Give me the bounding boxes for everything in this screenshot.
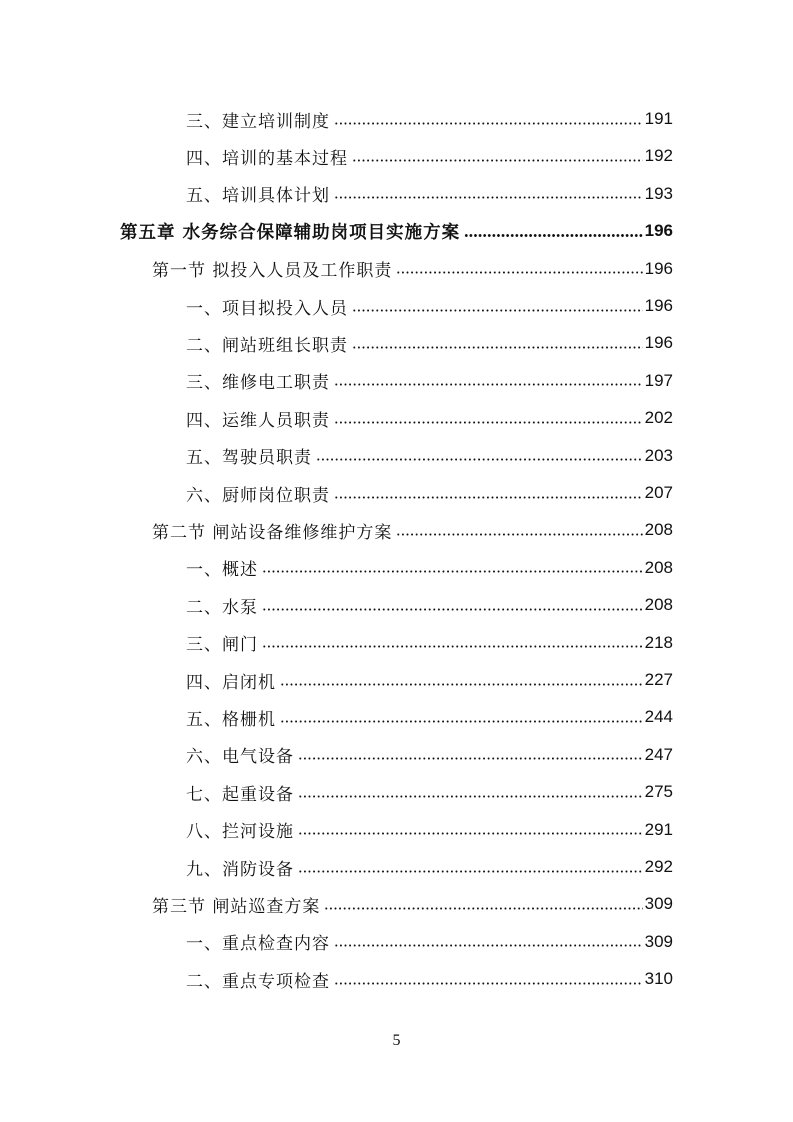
toc-subsection-entry[interactable] — [186, 399, 673, 437]
toc-subsection-entry[interactable] — [186, 474, 673, 512]
toc-entry-page-number: 291 — [644, 819, 673, 839]
toc-entry-title: 三、维修电工职责 — [186, 373, 330, 394]
toc-subsection-entry[interactable] — [186, 175, 673, 213]
toc-entry-title: 三、建立培训制度 — [186, 111, 330, 132]
toc-entry-page-number: 208 — [644, 595, 673, 615]
toc-subsection-entry[interactable] — [186, 324, 673, 362]
toc-subsection-entry[interactable] — [186, 773, 673, 811]
toc-entry-page-number: 309 — [644, 894, 673, 914]
toc-entry-title: 七、起重设备 — [186, 784, 294, 805]
toc-subsection-entry[interactable] — [186, 923, 673, 961]
toc-entry-title: 五、驾驶员职责 — [186, 448, 312, 469]
toc-entry-page-number: 208 — [644, 557, 673, 577]
toc-entry-page-number: 292 — [644, 857, 673, 876]
dot-leader — [334, 383, 643, 386]
toc-subsection-entry[interactable] — [186, 137, 673, 175]
toc-subsection-entry[interactable] — [186, 287, 673, 325]
toc-section-entry[interactable] — [152, 511, 673, 549]
toc-entry-title: 第三节 闸站巡查方案 — [152, 896, 321, 917]
dot-leader — [334, 496, 643, 499]
toc-entry-page-number: 207 — [644, 483, 673, 502]
toc-entry-page-number: 208 — [644, 520, 673, 540]
toc-subsection-entry[interactable] — [186, 362, 673, 400]
toc-entry-page-number: 227 — [644, 670, 673, 689]
dot-leader — [262, 570, 643, 573]
dot-leader — [334, 982, 643, 985]
toc-chapter-entry[interactable] — [120, 212, 673, 250]
toc-entry-title: 四、运维人员职责 — [186, 410, 330, 431]
toc-entry-page-number: 196 — [644, 296, 673, 315]
dot-leader — [298, 832, 643, 835]
dot-leader — [324, 907, 642, 910]
toc-entry-title: 一、重点检查内容 — [186, 934, 330, 955]
dot-leader — [352, 309, 643, 312]
toc-entry-title: 第一节 拟投入人员及工作职责 — [152, 261, 393, 282]
toc-entry-page-number: 197 — [644, 370, 673, 390]
toc-entry-title: 四、启闭机 — [186, 672, 276, 693]
toc-entry-page-number: 218 — [644, 632, 673, 652]
toc-entry-title: 第二节 闸站设备维修维护方案 — [152, 522, 393, 543]
toc-entry-page-number: 191 — [644, 109, 673, 128]
dot-leader — [334, 196, 643, 199]
toc-entry-title: 二、水泵 — [186, 597, 258, 618]
dot-leader — [334, 122, 643, 125]
toc-entry-title: 五、格栅机 — [186, 709, 276, 730]
dot-leader — [298, 795, 643, 798]
toc-entry-title: 二、重点专项检查 — [186, 971, 330, 992]
toc-entry-title: 一、项目拟投入人员 — [186, 298, 348, 319]
toc-subsection-entry[interactable] — [186, 698, 673, 736]
dot-leader — [280, 683, 643, 686]
toc-subsection-entry[interactable] — [186, 661, 673, 699]
toc-entry-title: 六、电气设备 — [186, 747, 294, 768]
toc-entry-page-number: 196 — [644, 258, 673, 278]
dot-leader — [334, 944, 643, 947]
toc-entry-page-number: 193 — [644, 183, 673, 203]
toc-entry-page-number: 275 — [644, 782, 673, 802]
toc-subsection-entry[interactable] — [186, 736, 673, 774]
toc-entry-page-number: 309 — [644, 931, 673, 951]
dot-leader — [352, 159, 643, 162]
toc-entry-title: 八、拦河设施 — [186, 822, 294, 843]
toc-entry-title: 六、厨师岗位职责 — [186, 485, 330, 506]
toc-entry-page-number: 196 — [644, 333, 673, 353]
toc-entry-page-number: 244 — [644, 707, 673, 727]
dot-leader — [396, 533, 642, 536]
toc-entry-page-number: 203 — [644, 445, 673, 465]
toc-subsection-entry[interactable] — [186, 960, 673, 998]
toc-subsection-entry[interactable] — [186, 848, 673, 886]
dot-leader — [298, 757, 643, 760]
dot-leader — [262, 645, 643, 648]
dot-leader — [298, 870, 643, 873]
dot-leader — [352, 346, 643, 349]
toc-subsection-entry[interactable] — [186, 100, 673, 138]
toc-subsection-entry[interactable] — [186, 586, 673, 624]
toc-entry-title: 五、培训具体计划 — [186, 186, 330, 207]
dot-leader — [262, 608, 643, 611]
toc-subsection-entry[interactable] — [186, 437, 673, 475]
toc-entry-title: 九、消防设备 — [186, 859, 294, 880]
toc-subsection-entry[interactable] — [186, 549, 673, 587]
toc-entry-title: 一、概述 — [186, 560, 258, 581]
dot-leader — [396, 271, 642, 274]
toc-subsection-entry[interactable] — [186, 624, 673, 662]
toc-entry-title: 第五章 水务综合保障辅助岗项目实施方案 — [120, 222, 461, 243]
toc-entry-title: 三、闸门 — [186, 635, 258, 656]
toc-section-entry[interactable] — [152, 250, 673, 288]
dot-leader — [464, 234, 643, 237]
toc-entry-title: 四、培训的基本过程 — [186, 148, 348, 169]
toc-entry-page-number: 310 — [644, 969, 673, 989]
toc-entry-title: 二、闸站班组长职责 — [186, 335, 348, 356]
dot-leader — [334, 421, 643, 424]
toc-subsection-entry[interactable] — [186, 811, 673, 849]
dot-leader — [280, 720, 643, 723]
page-number: 5 — [392, 1032, 401, 1049]
toc-entry-page-number: 202 — [644, 408, 673, 428]
dot-leader — [316, 458, 643, 461]
toc-entry-page-number: 196 — [644, 221, 673, 241]
toc-entry-page-number: 247 — [644, 744, 673, 764]
toc-section-entry[interactable] — [152, 885, 673, 923]
toc-entry-page-number: 192 — [644, 146, 673, 166]
